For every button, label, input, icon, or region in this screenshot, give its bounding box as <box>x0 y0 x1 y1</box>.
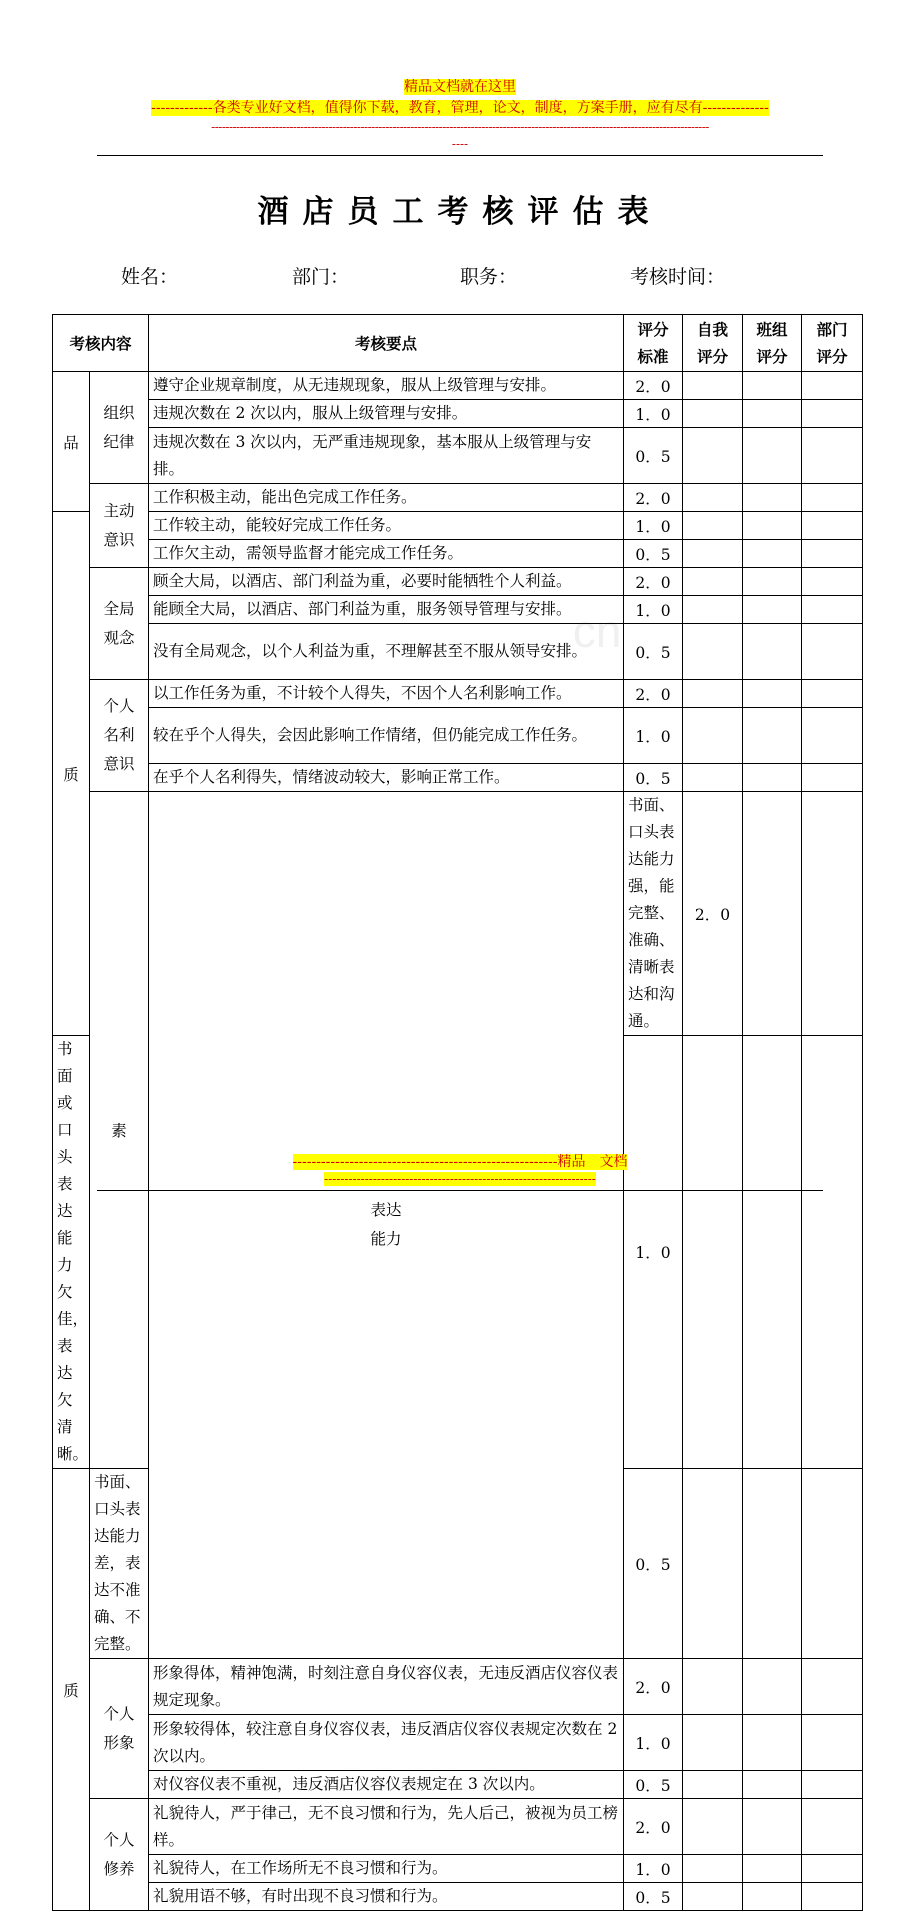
dept-score-input[interactable] <box>802 540 863 568</box>
category-cell: 素 <box>90 792 149 1469</box>
team-score-input[interactable] <box>743 1855 802 1883</box>
header-self-score: 自我 评分 <box>683 315 743 372</box>
criteria-cell: 礼貌用语不够，有时出现不良习惯和行为。 <box>149 1883 624 1911</box>
dept-score-input[interactable] <box>802 512 863 540</box>
dept-score-input[interactable] <box>802 680 863 708</box>
criteria-cell: 遵守企业规章制度，从无违规现象，服从上级管理与安排。 <box>149 372 624 400</box>
table-row <box>53 428 863 484</box>
table-row <box>53 512 863 540</box>
team-score-input[interactable] <box>743 624 802 680</box>
score-cell: 0．5 <box>624 428 683 484</box>
criteria-cell: 工作积极主动，能出色完成工作任务。 <box>149 484 624 512</box>
dept-score-input[interactable] <box>802 1036 863 1469</box>
self-score-input[interactable] <box>683 708 743 764</box>
banner-tagline: -------------各类专业好文档，值得你下载，教育，管理，论文，制度，方案手册，应有尽有-------------- <box>151 100 769 116</box>
self-score-input[interactable] <box>683 400 743 428</box>
team-score-input[interactable] <box>743 1036 802 1469</box>
score-cell: 1．0 <box>624 708 683 764</box>
team-score-input[interactable] <box>743 400 802 428</box>
criteria-cell: 违规次数在 3 次以内，无严重违规现象，基本服从上级管理与安排。 <box>149 428 624 484</box>
subcategory-cell: 个人修养 <box>90 1799 149 1911</box>
dept-score-input[interactable] <box>802 1855 863 1883</box>
team-score-input[interactable] <box>743 708 802 764</box>
team-score-input[interactable] <box>802 792 863 1036</box>
score-cell: 2．0 <box>624 484 683 512</box>
score-cell: 1．0 <box>624 596 683 624</box>
criteria-cell: 没有全局观念，以个人利益为重，不理解甚至不服从领导安排。 <box>149 624 624 680</box>
score-cell: 0．5 <box>624 1771 683 1799</box>
self-score-input[interactable] <box>683 372 743 400</box>
dept-score-input[interactable] <box>802 1469 863 1659</box>
criteria-cell: 书面、口头表达能力差，表达不准确、不完整。 <box>90 1469 149 1659</box>
table-row <box>53 680 863 708</box>
criteria-cell: 书面、口头表达能力强，能完整、准确、清晰表达和沟通。 <box>624 792 683 1036</box>
table-row <box>53 708 863 764</box>
dept-score-input[interactable] <box>802 1883 863 1911</box>
dept-score-input[interactable] <box>802 1771 863 1799</box>
page-title: 酒店员工考核评估表 <box>257 194 663 230</box>
table-row <box>53 792 863 1036</box>
header-rule <box>97 155 823 156</box>
dept-score-input[interactable] <box>802 568 863 596</box>
table-row <box>53 624 863 680</box>
self-score-input[interactable] <box>683 1855 743 1883</box>
dept-score-input[interactable] <box>802 400 863 428</box>
self-score-input[interactable] <box>683 1659 743 1715</box>
dept-score-input[interactable] <box>802 372 863 400</box>
score-cell: 0．5 <box>624 624 683 680</box>
team-score-input[interactable] <box>743 680 802 708</box>
team-score-input[interactable] <box>743 596 802 624</box>
score-cell: 2．0 <box>624 1799 683 1855</box>
category-cell: 质 <box>53 1469 90 1911</box>
category-cell: 质 <box>53 512 90 1036</box>
self-score-input[interactable] <box>683 484 743 512</box>
header-points: 考核要点 <box>149 315 624 372</box>
score-cell: 2．0 <box>624 568 683 596</box>
evaluation-table <box>52 314 863 1911</box>
watermark: .cn <box>560 605 622 657</box>
header-content: 考核内容 <box>53 315 149 372</box>
table-row <box>53 764 863 792</box>
dept-score-input[interactable] <box>802 708 863 764</box>
score-cell: 1．0 <box>624 1855 683 1883</box>
self-score-input[interactable] <box>683 596 743 624</box>
self-score-input[interactable] <box>683 540 743 568</box>
team-score-input[interactable] <box>743 1883 802 1911</box>
criteria-cell: 对仪容仪表不重视，违反酒店仪容仪表规定在 3 次以内。 <box>149 1771 624 1799</box>
criteria-cell: 工作欠主动，需领导监督才能完成工作任务。 <box>149 540 624 568</box>
score-cell: 2．0 <box>624 1659 683 1715</box>
dept-score-input[interactable] <box>802 1799 863 1855</box>
criteria-cell: 书面或口头表达能力欠佳，表达欠清晰。 <box>53 1036 90 1469</box>
score-cell: 0．5 <box>624 764 683 792</box>
score-cell: 1．0 <box>624 400 683 428</box>
self-score-input[interactable] <box>683 1771 743 1799</box>
self-score-input[interactable] <box>743 792 802 1036</box>
team-score-input[interactable] <box>743 512 802 540</box>
team-score-input[interactable] <box>743 428 802 484</box>
footer-dashes: ------------------------------------------------------------------- <box>324 1172 596 1186</box>
category-cell: 品 <box>53 372 90 512</box>
criteria-cell: 能顾全大局，以酒店、部门利益为重，服务领导管理与安排。 <box>149 596 624 624</box>
dept-score-input[interactable] <box>802 484 863 512</box>
score-cell: 0．5 <box>624 1883 683 1911</box>
table-row <box>53 540 863 568</box>
team-score-input[interactable] <box>743 372 802 400</box>
header-standard: 评分 标准 <box>624 315 683 372</box>
criteria-cell: 工作较主动，能较好完成工作任务。 <box>149 512 624 540</box>
team-score-input[interactable] <box>743 1659 802 1715</box>
table-row <box>53 1659 863 1715</box>
criteria-cell: 以工作任务为重，不计较个人得失，不因个人名利影响工作。 <box>149 680 624 708</box>
table-row <box>53 568 863 596</box>
team-score-input[interactable] <box>743 1799 802 1855</box>
score-cell: 2．0 <box>683 792 743 1036</box>
team-score-input[interactable] <box>743 1715 802 1771</box>
table-row <box>53 484 863 512</box>
criteria-cell: 形象较得体，较注意自身仪容仪表，违反酒店仪容仪表规定次数在 2 次以内。 <box>149 1715 624 1771</box>
self-score-input[interactable] <box>683 764 743 792</box>
position-label: 职务： <box>460 266 518 288</box>
self-score-input[interactable] <box>683 1883 743 1911</box>
dept-score-input[interactable] <box>802 764 863 792</box>
table-row <box>53 596 863 624</box>
team-score-input[interactable] <box>743 764 802 792</box>
self-score-input[interactable] <box>683 512 743 540</box>
team-score-input[interactable] <box>743 484 802 512</box>
score-cell: 1．0 <box>624 512 683 540</box>
self-score-input[interactable] <box>683 624 743 680</box>
subcategory-cell: 表达能力 <box>149 792 624 1659</box>
score-cell: 1．0 <box>624 1715 683 1771</box>
criteria-cell: 顾全大局，以酒店、部门利益为重，必要时能牺牲个人利益。 <box>149 568 624 596</box>
team-score-input[interactable] <box>743 568 802 596</box>
score-cell: 1．0 <box>624 1036 683 1469</box>
dept-score-input[interactable] <box>802 596 863 624</box>
table-row <box>53 1855 863 1883</box>
subcategory-cell: 个人名利意识 <box>90 680 149 792</box>
team-score-input[interactable] <box>743 540 802 568</box>
footer-rule <box>97 1190 823 1191</box>
self-score-input[interactable] <box>683 1799 743 1855</box>
name-label: 姓名： <box>121 266 179 288</box>
subcategory-cell: 组织纪律 <box>90 372 149 484</box>
self-score-input[interactable] <box>683 1469 743 1659</box>
criteria-cell: 违规次数在 2 次以内，服从上级管理与安排。 <box>149 400 624 428</box>
self-score-input[interactable] <box>683 428 743 484</box>
dept-score-input[interactable] <box>802 1659 863 1715</box>
banner-title: 精品文档就在这里 <box>404 79 516 95</box>
dept-label: 部门： <box>292 266 350 288</box>
team-score-input[interactable] <box>743 1771 802 1799</box>
team-score-input[interactable] <box>743 1469 802 1659</box>
banner-dashes: -------------------------------------------------------------------------------------------------------------------------------------------- <box>211 120 709 134</box>
footer-banner: --------------------------------------------------------精品 文档 <box>292 1154 628 1170</box>
criteria-cell: 形象得体，精神饱满，时刻注意自身仪容仪表，无违反酒店仪容仪表规定现象。 <box>149 1659 624 1715</box>
score-cell: 0．5 <box>624 1469 683 1659</box>
header-team-score: 班组 评分 <box>743 315 802 372</box>
table-row <box>53 1883 863 1911</box>
self-score-input[interactable] <box>683 568 743 596</box>
table-row <box>53 1715 863 1771</box>
banner-dashes-tail: ---- <box>451 137 469 151</box>
score-cell: 0．5 <box>624 540 683 568</box>
time-label: 考核时间： <box>630 266 726 288</box>
table-row <box>53 372 863 400</box>
table-header-row <box>53 315 863 372</box>
dept-score-input[interactable] <box>802 1715 863 1771</box>
table-row <box>53 1771 863 1799</box>
dept-score-input[interactable] <box>802 624 863 680</box>
criteria-cell: 较在乎个人得失，会因此影响工作情绪，但仍能完成工作任务。 <box>149 708 624 764</box>
score-cell: 2．0 <box>624 680 683 708</box>
criteria-cell: 在乎个人名利得失，情绪波动较大，影响正常工作。 <box>149 764 624 792</box>
subcategory-cell: 主动意识 <box>90 484 149 568</box>
header-dept-score: 部门 评分 <box>802 315 863 372</box>
self-score-input[interactable] <box>683 680 743 708</box>
table-row <box>53 1799 863 1855</box>
criteria-cell: 礼貌待人，严于律己，无不良习惯和行为，先人后己，被视为员工榜样。 <box>149 1799 624 1855</box>
self-score-input[interactable] <box>683 1715 743 1771</box>
subcategory-cell: 个人形象 <box>90 1659 149 1799</box>
self-score-input[interactable] <box>683 1036 743 1469</box>
score-cell: 2．0 <box>624 372 683 400</box>
subcategory-cell: 全局观念 <box>90 568 149 680</box>
table-row <box>53 400 863 428</box>
criteria-cell: 礼貌待人，在工作场所无不良习惯和行为。 <box>149 1855 624 1883</box>
dept-score-input[interactable] <box>802 428 863 484</box>
